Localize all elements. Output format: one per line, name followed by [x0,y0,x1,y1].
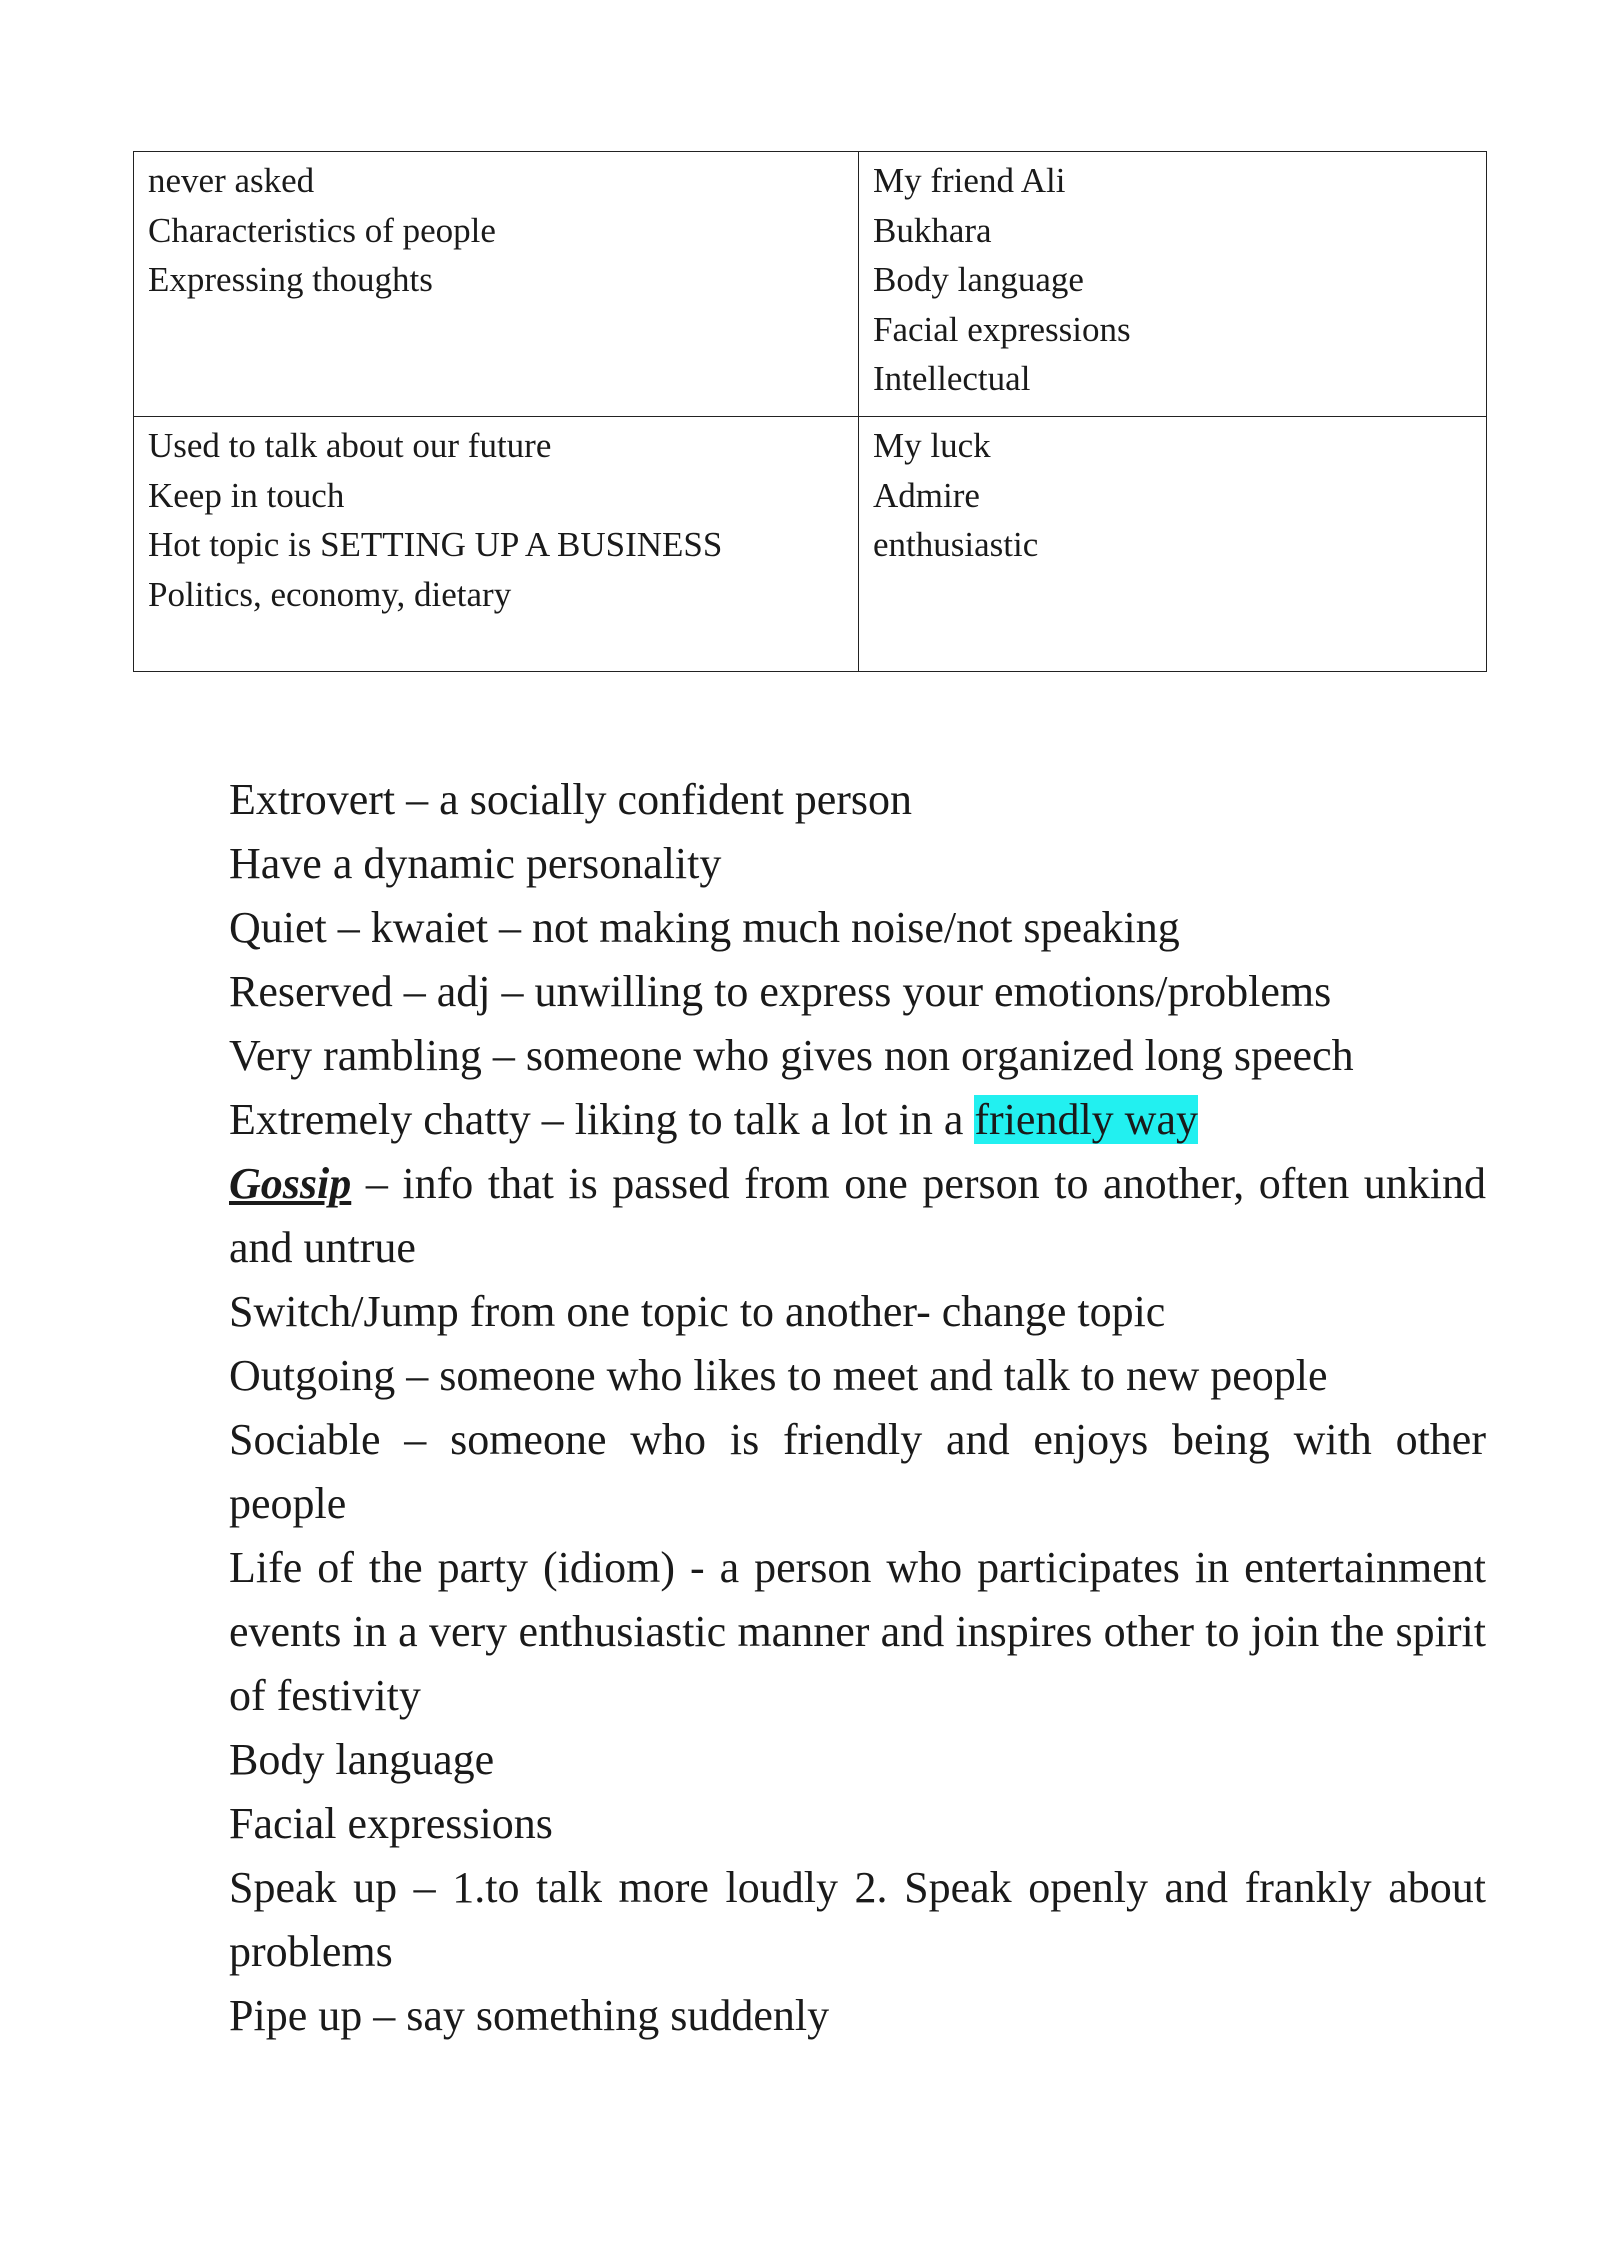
cell-line: Admire [873,475,980,515]
definition-dynamic-personality: Have a dynamic personality [229,839,722,888]
cell-line: Characteristics of people [148,210,496,250]
table-row [134,417,1487,672]
cell-line: Expressing thoughts [148,260,433,299]
cell-line: Politics, economy, dietary [148,574,512,614]
cell-line: Body language [873,260,1084,299]
highlighted-text: friendly way [974,1095,1198,1144]
definition-switch-topic: Switch/Jump from one topic to another- change topic [229,1287,1166,1336]
notes-table [133,151,1487,672]
definition-life-of-the-party: Life of the party (idiom) - a person who participates in entertainment events in a very enthusiastic manner and inspires other to join the spirit of festivity [229,1543,1486,1720]
definition-rambling: Very rambling – someone who gives non organized long speech [229,1031,1354,1080]
definition-sociable: Sociable – someone who is friendly and enjoys being with other people [229,1415,1486,1528]
definition-extrovert: Extrovert – a socially confident person [229,775,913,824]
table-row [134,152,1487,417]
gossip-term: Gossip [229,1159,352,1208]
definition-reserved: Reserved – adj – unwilling to express your emotions/problems [229,967,1332,1016]
cell-line: My luck [873,426,991,465]
chatty-text: Extremely chatty – liking to talk a lot in a [229,1095,975,1144]
gossip-definition: – info that is passed from one person to another, often unkind and untrue [229,1159,1486,1272]
table-cell-left [134,417,859,672]
cell-line: enthusiastic [873,525,1039,564]
table-cell-right [859,417,1487,672]
cell-line: Used to talk about our future [148,426,552,465]
definitions-list [229,768,1486,2048]
cell-line: Intellectual [873,359,1031,398]
definition-pipe-up: Pipe up – say something suddenly [229,1991,830,2040]
cell-line: Facial expressions [873,309,1131,349]
cell-line: Bukhara [873,210,992,250]
definition-facial-expressions: Facial expressions [229,1799,553,1848]
cell-line: My friend Ali [873,161,1066,200]
cell-line: never asked [148,161,315,200]
definition-outgoing: Outgoing – someone who likes to meet and talk to new people [229,1351,1328,1400]
definition-quiet: Quiet – kwaiet – not making much noise/not speaking [229,903,1180,952]
cell-line: Keep in touch [148,475,345,515]
definition-body-language: Body language [229,1735,495,1784]
table-cell-right [859,152,1487,417]
definition-speak-up: Speak up – 1.to talk more loudly 2. Speak openly and frankly about problems [229,1863,1486,1976]
definition-chatty [229,1088,1486,1152]
definition-gossip [229,1152,1486,1280]
cell-line: Hot topic is SETTING UP A BUSINESS [148,525,723,564]
table-cell-left [134,152,859,417]
